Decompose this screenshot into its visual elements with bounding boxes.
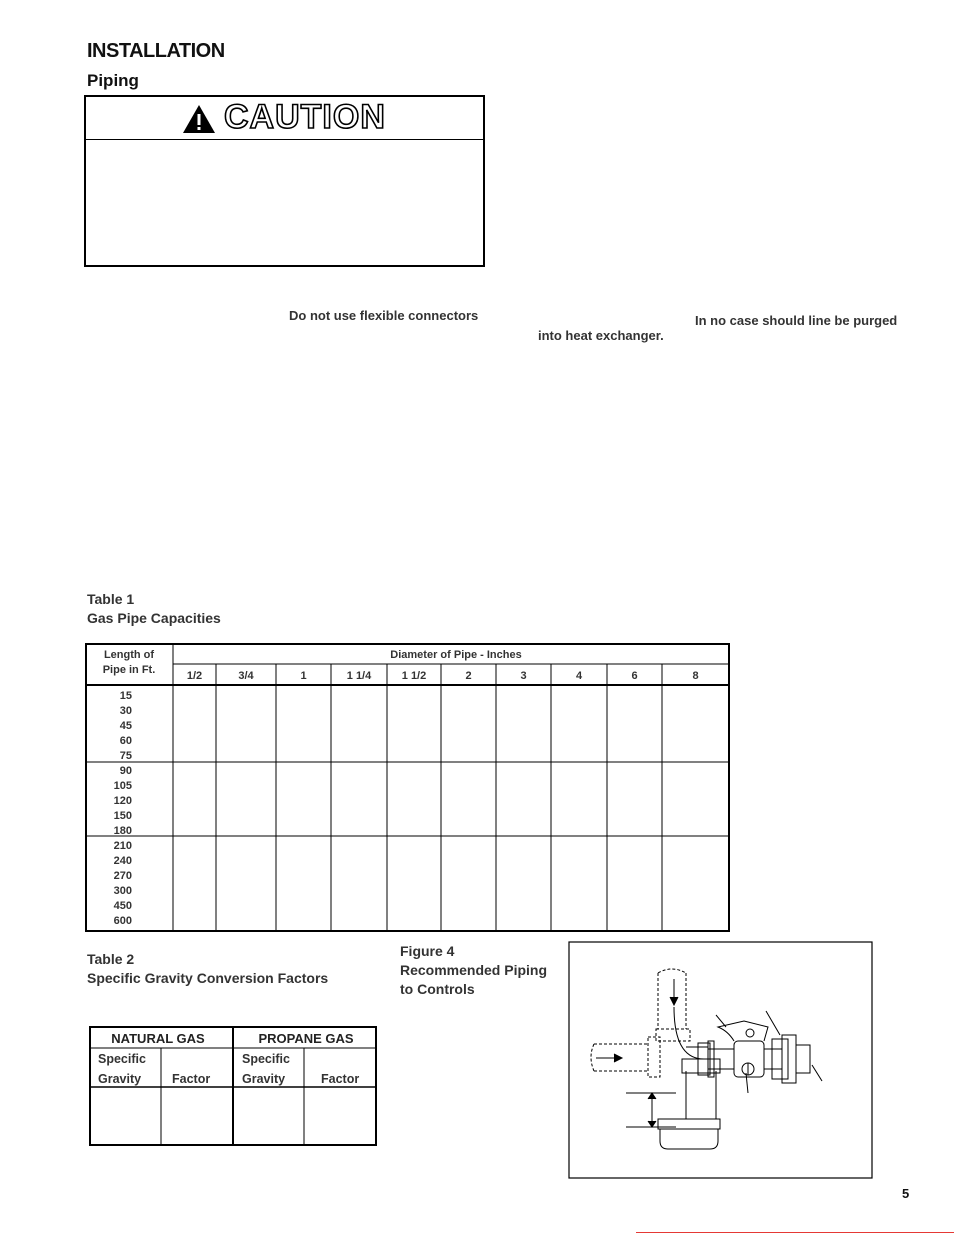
column-group-header: Diameter of Pipe - Inches (390, 649, 522, 661)
ng-factor-label: Factor (172, 1072, 211, 1086)
figure4-title-line1: Recommended Piping (400, 962, 548, 978)
pg-specific-label: Specific (242, 1052, 290, 1066)
figure4-caption (400, 942, 547, 999)
caution-box (84, 95, 485, 267)
diameter-header: 3 (520, 670, 527, 682)
diameter-header: 1/2 (186, 670, 203, 682)
pipe-length-cell: 75 (119, 750, 132, 762)
pipe-length-cell: 150 (113, 810, 132, 822)
flexible-connectors-note: Do not use flexible connectors (289, 308, 479, 323)
table2-title: Specific Gravity Conversion Factors (87, 970, 329, 986)
purge-note-line2: into heat exchanger. (538, 328, 664, 343)
pipe-length-cell: 15 (119, 690, 132, 702)
caution-label: CAUTION (224, 98, 386, 136)
pipe-length-cell: 45 (119, 720, 132, 732)
section-title: INSTALLATION (87, 40, 225, 62)
pipe-length-cell: 450 (113, 900, 132, 912)
table1-number: Table 1 (87, 591, 135, 607)
pipe-length-cell: 300 (113, 885, 132, 897)
table2-number: Table 2 (87, 951, 135, 967)
diameter-header: 1 (300, 670, 307, 682)
pipe-length-cell: 600 (113, 915, 132, 927)
recommended-piping-figure (568, 941, 874, 1180)
diameter-header: 8 (692, 670, 699, 682)
figure4-title-line2: to Controls (400, 981, 475, 997)
footer-rule (636, 1232, 954, 1233)
specific-gravity-table (88, 1025, 380, 1149)
subsection-title: Piping (87, 71, 139, 90)
pipe-length-cell: 210 (113, 840, 132, 852)
warning-triangle-icon (182, 104, 216, 134)
diameter-header: 2 (465, 670, 472, 682)
page-number: 5 (902, 1186, 910, 1201)
ng-gravity-label: Gravity (98, 1072, 142, 1086)
table1-caption (87, 590, 221, 628)
row-header-line1: Length of (103, 649, 155, 661)
diameter-header: 4 (575, 670, 583, 682)
pipe-length-cell: 180 (113, 825, 132, 837)
table2-caption (87, 950, 328, 988)
purge-note-line1: In no case should line be purged (695, 313, 898, 328)
row-header-line2: Pipe in Ft. (102, 664, 156, 676)
pipe-length-cell: 105 (113, 780, 132, 792)
diameter-header: 3/4 (238, 670, 254, 682)
gas-pipe-capacities-table (84, 642, 732, 934)
pipe-length-cell: 120 (113, 795, 132, 807)
table1-title: Gas Pipe Capacities (87, 610, 221, 626)
diameter-header: 1 1/4 (346, 670, 372, 682)
pipe-length-cell: 270 (113, 870, 132, 882)
pipe-length-cell: 240 (113, 855, 132, 867)
pipe-length-cell: 60 (119, 735, 132, 747)
natural-gas-header: NATURAL GAS (111, 1031, 205, 1046)
ng-specific-label: Specific (98, 1052, 146, 1066)
diameter-header: 1 1/2 (401, 670, 427, 682)
pg-gravity-label: Gravity (242, 1072, 286, 1086)
propane-gas-header: PROPANE GAS (258, 1031, 354, 1046)
pg-factor-label: Factor (321, 1072, 360, 1086)
pipe-length-cell: 90 (119, 765, 132, 777)
diameter-header: 6 (631, 670, 638, 682)
figure4-number: Figure 4 (400, 943, 455, 959)
pipe-length-cell: 30 (119, 705, 132, 717)
caution-header (86, 97, 483, 140)
